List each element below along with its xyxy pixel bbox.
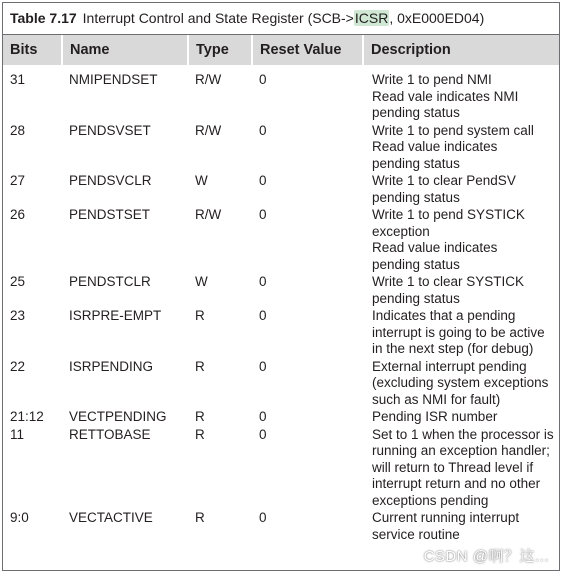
table-caption bbox=[3, 3, 559, 35]
description-line: pending status bbox=[372, 189, 460, 205]
description-line: Write 1 to clear SYSTICK bbox=[372, 274, 525, 289]
description-line: service routine bbox=[372, 526, 460, 542]
description-line: Write 1 to pend NMI bbox=[372, 72, 492, 87]
cell-bits: 23 bbox=[10, 308, 26, 323]
cell-description bbox=[363, 307, 559, 358]
table-header-row bbox=[3, 35, 559, 66]
table-row bbox=[3, 307, 559, 358]
cell-type: W bbox=[195, 173, 208, 188]
cell-bits: 28 bbox=[10, 122, 26, 138]
cell-bits: 25 bbox=[10, 274, 26, 289]
cell-type: R/W bbox=[195, 122, 222, 138]
cell-reset-value: 0 bbox=[259, 173, 267, 188]
icsr-register-table bbox=[3, 35, 559, 543]
description-line: Pending ISR number bbox=[372, 409, 498, 424]
description-line: will return to Thread level if bbox=[372, 459, 534, 475]
description-line: Write 1 to pend system call bbox=[372, 122, 534, 138]
table-number: Table 7.17 bbox=[10, 10, 77, 26]
cell-reset-value: 0 bbox=[259, 358, 267, 374]
table-row bbox=[3, 66, 559, 122]
cell-reset-value: 0 bbox=[259, 207, 267, 222]
description-line: interrupt return and no other bbox=[372, 476, 541, 491]
description-line: running an exception handler; bbox=[372, 443, 550, 458]
cell-name: PENDSVCLR bbox=[69, 173, 152, 188]
cell-bits: 27 bbox=[10, 173, 26, 188]
description-line: Write 1 to pend SYSTICK bbox=[372, 207, 525, 222]
register-table-figure bbox=[2, 2, 560, 571]
description-line: Write 1 to clear PendSV bbox=[372, 173, 516, 188]
cell-bits: 26 bbox=[10, 207, 26, 222]
cell-bits: 21:12 bbox=[10, 409, 44, 424]
cell-description bbox=[363, 172, 559, 206]
description-line: Current running interrupt bbox=[372, 510, 520, 525]
cell-description bbox=[363, 122, 559, 173]
cell-name: ISRPENDING bbox=[69, 358, 154, 374]
column-header-reset-value: Reset Value bbox=[252, 35, 363, 66]
cell-reset-value: 0 bbox=[259, 274, 267, 289]
cell-name: RETTOBASE bbox=[69, 426, 151, 442]
cell-bits: 9:0 bbox=[10, 510, 29, 525]
table-row bbox=[3, 426, 559, 510]
cell-description bbox=[363, 426, 559, 510]
cell-description bbox=[363, 408, 559, 426]
caption-text-before: Interrupt Control and State Register (SCB-> bbox=[82, 10, 354, 26]
cell-description bbox=[363, 358, 559, 409]
description-line: exceptions pending bbox=[372, 492, 489, 508]
cell-bits: 31 bbox=[10, 72, 26, 87]
cell-reset-value: 0 bbox=[259, 72, 267, 87]
csdn-watermark: CSDN @啊？这... bbox=[423, 548, 549, 565]
cell-type: R bbox=[195, 510, 205, 525]
description-line: Read value indicates bbox=[372, 139, 498, 154]
cell-name: NMIPENDSET bbox=[69, 72, 158, 87]
cell-name: ISRPRE-EMPT bbox=[69, 308, 162, 323]
table-row bbox=[3, 206, 559, 273]
cell-type: R bbox=[195, 426, 205, 442]
caption-highlight: ICSR bbox=[354, 10, 389, 26]
cell-reset-value: 0 bbox=[259, 510, 267, 525]
table-row bbox=[3, 509, 559, 543]
column-header-name: Name bbox=[62, 35, 188, 66]
description-line: such as NMI for fault) bbox=[372, 391, 501, 407]
description-line: pending status bbox=[372, 256, 460, 272]
cell-reset-value: 0 bbox=[259, 426, 267, 442]
description-line: Set to 1 when the processor is bbox=[372, 426, 554, 442]
cell-reset-value: 0 bbox=[259, 308, 267, 323]
cell-name: VECTPENDING bbox=[69, 409, 167, 424]
table-body bbox=[3, 66, 559, 544]
cell-description bbox=[363, 66, 559, 122]
description-line: Indicates that a pending bbox=[372, 308, 516, 323]
cell-reset-value: 0 bbox=[259, 409, 267, 424]
description-line: in the next step (for debug) bbox=[372, 341, 534, 356]
cell-name: VECTACTIVE bbox=[69, 510, 153, 525]
cell-type: R/W bbox=[195, 72, 222, 87]
cell-description bbox=[363, 206, 559, 273]
cell-description bbox=[363, 509, 559, 543]
column-header-description: Description bbox=[363, 35, 559, 66]
table-row bbox=[3, 358, 559, 409]
column-header-bits: Bits bbox=[3, 35, 62, 66]
column-header-type: Type bbox=[188, 35, 252, 66]
description-line: (excluding system exceptions bbox=[372, 375, 549, 390]
table-row bbox=[3, 122, 559, 173]
description-line: pending status bbox=[372, 290, 460, 306]
cell-name: PENDSTSET bbox=[69, 207, 151, 222]
cell-type: R bbox=[195, 358, 205, 374]
cell-reset-value: 0 bbox=[259, 122, 267, 138]
description-line: interrupt is going to be active bbox=[372, 324, 545, 340]
cell-type: R bbox=[195, 308, 205, 323]
cell-bits: 22 bbox=[10, 358, 26, 374]
caption-text-after: , 0xE000ED04) bbox=[389, 10, 485, 26]
table-row bbox=[3, 408, 559, 426]
description-line: External interrupt pending bbox=[372, 358, 527, 374]
description-line: Read vale indicates NMI bbox=[372, 88, 519, 104]
description-line: Read value indicates bbox=[372, 240, 498, 255]
cell-name: PENDSVSET bbox=[69, 122, 151, 138]
cell-type: W bbox=[195, 274, 208, 289]
cell-description bbox=[363, 273, 559, 307]
cell-name: PENDSTCLR bbox=[69, 274, 151, 289]
description-line: pending status bbox=[372, 155, 460, 171]
description-line: pending status bbox=[372, 105, 460, 120]
table-row bbox=[3, 172, 559, 206]
cell-type: R/W bbox=[195, 207, 222, 222]
description-line: exception bbox=[372, 223, 430, 239]
table-row bbox=[3, 273, 559, 307]
cell-bits: 11 bbox=[10, 426, 25, 442]
cell-type: R bbox=[195, 409, 205, 424]
